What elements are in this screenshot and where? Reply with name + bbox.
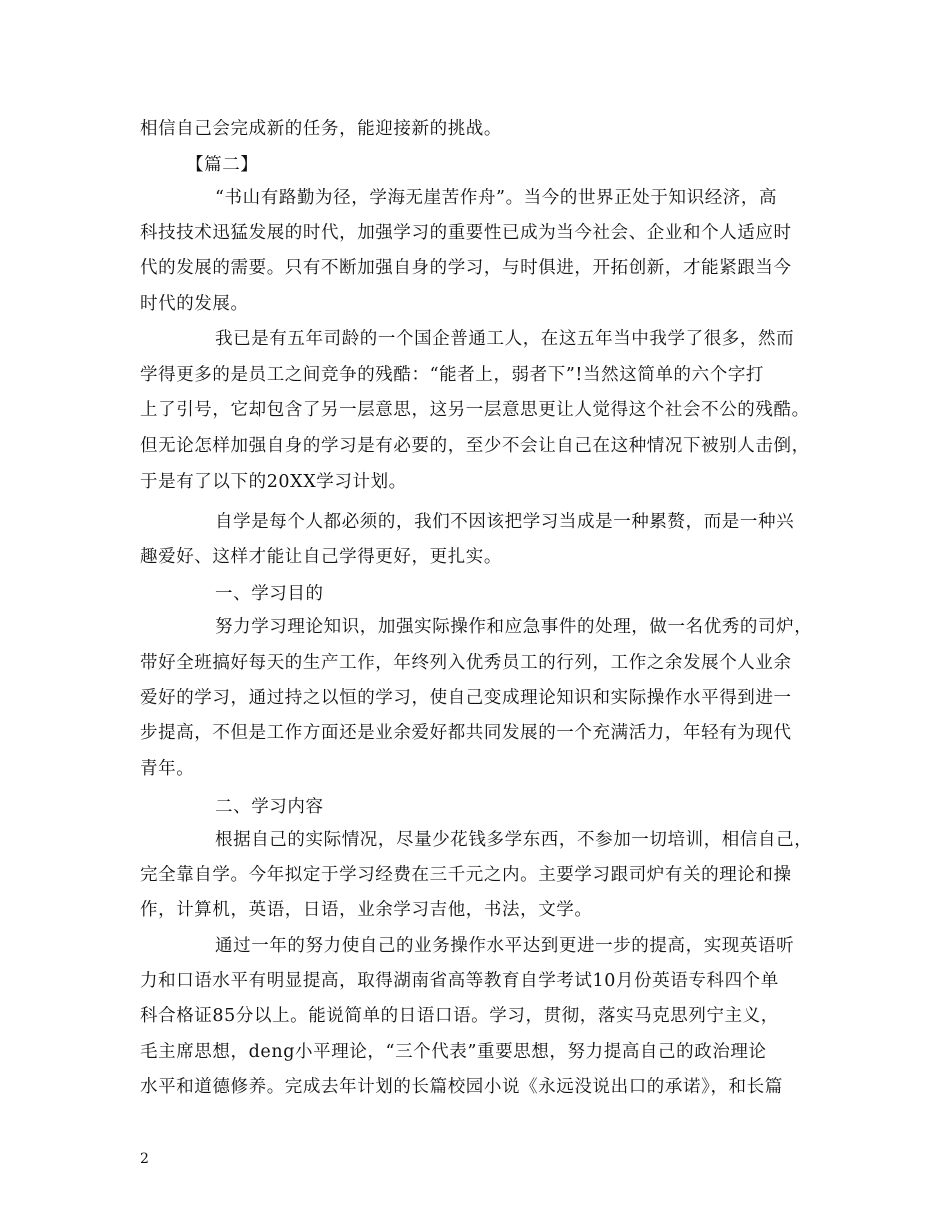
text-line: 我已是有五年司龄的一个国企普通工人，在这五年当中我学了很多，然而 — [215, 329, 795, 349]
text-line: 自学是每个人都必须的，我们不因该把学习当成是一种累赘，而是一种兴 — [215, 512, 795, 532]
text-line: 上了引号，它却包含了另一层意思，这另一层意思更让人觉得这个社会不公的残酷。 — [140, 400, 810, 420]
section-heading: 二、学习内容 — [215, 797, 324, 817]
text-line: 作，计算机，英语，日语，业余学习吉他，书法，文学。 — [140, 900, 593, 920]
text-line: 水平和道德修养。完成去年计划的长篇校园小说《永远没说出口的承诺》，和长篇 — [140, 1077, 783, 1097]
text-line: 代的发展的需要。只有不断加强自身的学习，与时俱进，开拓创新，才能紧跟当今 — [140, 258, 792, 278]
text-line: 于是有了以下的20XX学习计划。 — [140, 472, 407, 492]
text-line: 根据自己的实际情况，尽量少花钱多学东西，不参加一切培训，相信自己， — [215, 830, 813, 850]
text-line: 力和口语水平有明显提高，取得湖南省高等教育自学考试10月份英语专科四个单 — [140, 971, 779, 991]
text-line: 科技技术迅猛发展的时代，加强学习的重要性已成为当今社会、企业和个人适应时 — [140, 223, 792, 243]
text-line: 完全靠自学。今年拟定于学习经费在三千元之内。主要学习跟司炉有关的理论和操 — [140, 865, 792, 885]
text-line: 毛主席思想，deng小平理论，“三个代表”重要思想，努力提高自己的政治理论 — [140, 1042, 767, 1062]
text-line: 步提高，不但是工作方面还是业余爱好都共同发展的一个充满活力，年轻有为现代 — [140, 723, 792, 743]
text-line: 趣爱好、这样才能让自己学得更好，更扎实。 — [140, 547, 502, 567]
text-line: 带好全班搞好每天的生产工作，年终列入优秀员工的行列，工作之余发展个人业余 — [140, 653, 792, 673]
text-line: 学得更多的是员工之间竞争的残酷：“能者上，弱者下”!当然这简单的六个字打 — [140, 365, 765, 385]
section-heading: 【篇二】 — [186, 155, 259, 175]
text-line: 爱好的学习，通过持之以恒的学习，使自己变成理论知识和实际操作水平得到进一 — [140, 688, 792, 708]
text-line: “书山有路勤为径，学海无崖苦作舟”。当今的世界正处于知识经济，高 — [215, 188, 778, 208]
text-line: 通过一年的努力使自己的业务操作水平达到更进一步的提高，实现英语听 — [215, 936, 795, 956]
text-line: 努力学习理论知识，加强实际操作和应急事件的处理，做一名优秀的司炉， — [215, 617, 813, 637]
text-line: 时代的发展。 — [140, 294, 249, 314]
page-number: 2 — [140, 1151, 149, 1167]
text-line: 但无论怎样加强自身的学习是有必要的，至少不会让自己在这种情况下被别人击倒， — [140, 436, 810, 456]
text-line: 青年。 — [140, 759, 195, 779]
text-line: 科合格证85分以上。能说简单的日语口语。学习，贯彻，落实马克思列宁主义， — [140, 1006, 779, 1026]
text-line: 相信自己会完成新的任务，能迎接新的挑战。 — [140, 119, 502, 139]
section-heading: 一、学习目的 — [215, 584, 324, 604]
